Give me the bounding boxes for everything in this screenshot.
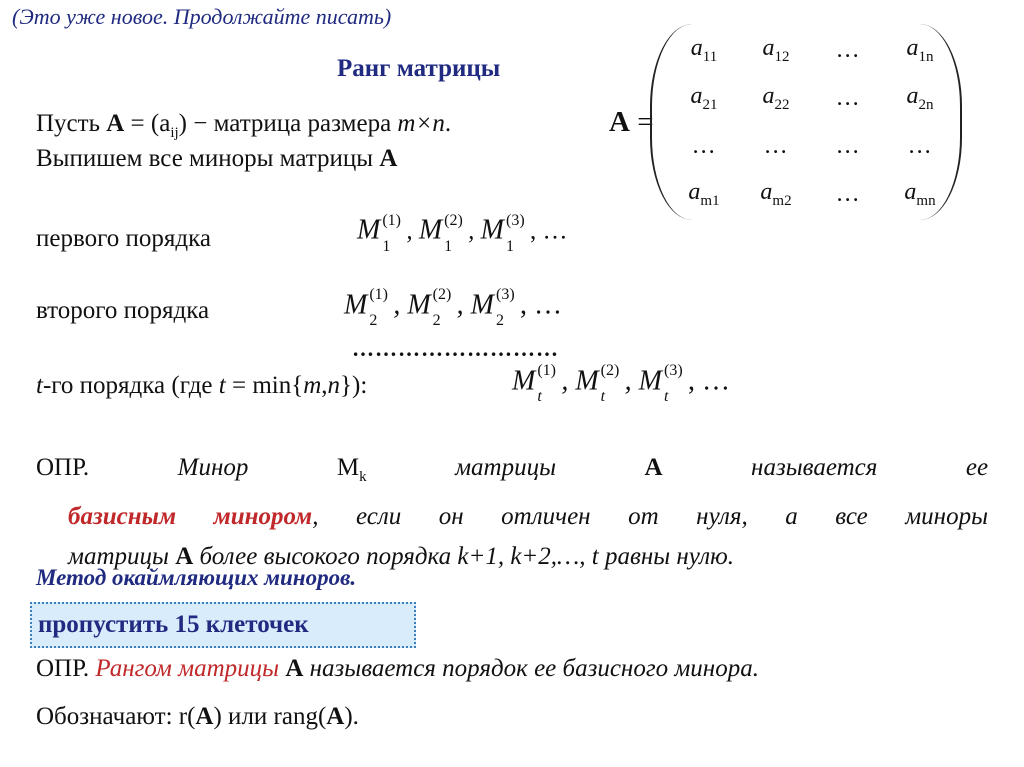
- row-first-label: первого порядка: [36, 225, 211, 252]
- intro-ij: ij: [170, 125, 179, 141]
- matrix-cell: [668, 122, 740, 170]
- row-second-label: второго порядка: [36, 297, 210, 324]
- intro-line2-A: A: [379, 145, 398, 172]
- matrix-index: 22: [774, 96, 790, 113]
- def2-rest: называется порядок ее базисного минора.: [303, 655, 759, 682]
- def1-w4: A: [644, 454, 663, 481]
- intro-text-c: ) − матрица размера: [178, 110, 398, 137]
- matrix-cell: [884, 122, 956, 170]
- minor-separator: ,: [561, 365, 576, 397]
- minor-subscript: 2: [495, 312, 504, 329]
- def2-red-term: Рангом матрицы: [95, 655, 280, 682]
- definition-rank: [36, 655, 759, 683]
- minor-ellipsis: , …: [519, 289, 562, 321]
- minor-letter: M: [638, 365, 662, 397]
- minor-subscript: t: [663, 388, 669, 405]
- skip-cells-box: пропустить 15 клеточек: [30, 602, 416, 648]
- def1-k: k: [359, 469, 367, 485]
- minor-ellipsis: , …: [687, 365, 730, 397]
- matrix-cell: [668, 26, 740, 74]
- minor-letter: M: [357, 214, 381, 246]
- minor-subscript: t: [600, 388, 606, 405]
- intro-line2-text: Выпишем все миноры матрицы: [36, 145, 380, 172]
- intro-text-b: = (a: [124, 110, 171, 137]
- matrix-entry: …: [765, 132, 787, 159]
- minor-subscript: 1: [382, 238, 391, 255]
- matrix-entry: …: [837, 180, 859, 207]
- matrix-cell: [812, 26, 884, 74]
- def1-w1: Минор: [177, 454, 249, 481]
- matrix-cell: [812, 74, 884, 122]
- matrix-entry: a: [688, 178, 701, 205]
- minor-indices: [494, 286, 520, 329]
- matrix-index: 21: [702, 96, 718, 113]
- matrix-entry: …: [837, 132, 859, 159]
- minor-subscript: 1: [505, 238, 514, 255]
- minor-separator: ,: [456, 289, 471, 321]
- intro-text-d: .: [444, 110, 452, 137]
- minor-subscript: 1: [444, 238, 453, 255]
- matrix-row: [668, 26, 956, 74]
- row-t-minors: [512, 362, 730, 405]
- matrix-entry: a: [762, 82, 775, 109]
- def1-line2: [36, 497, 988, 537]
- matrix-index: 12: [774, 48, 790, 65]
- matrix-label: [609, 106, 654, 139]
- minor-indices: [535, 362, 561, 405]
- matrix-entry: …: [909, 132, 931, 159]
- matrix-index: 1n: [918, 48, 934, 65]
- definition-basis-minor: [36, 448, 988, 577]
- matrix-entry: …: [837, 36, 859, 63]
- minor-letter: M: [512, 365, 536, 397]
- matrix-index: m1: [700, 192, 720, 209]
- oboz-c: ).: [344, 703, 359, 730]
- def2-opr: ОПР.: [36, 655, 96, 682]
- matrix-row: [668, 74, 956, 122]
- matrix-entry: a: [760, 178, 773, 205]
- intro-line-1: [36, 110, 451, 142]
- matrix-entry: …: [837, 84, 859, 111]
- minor-separator: ,: [393, 289, 408, 321]
- matrix-cell: [668, 74, 740, 122]
- matrix-cell: [884, 26, 956, 74]
- notation-line: [36, 703, 359, 731]
- matrix-index: 11: [702, 48, 718, 65]
- minor-superscript: (3): [505, 212, 525, 229]
- minor-superscript: (2): [444, 212, 463, 229]
- matrix-entry: a: [906, 82, 919, 109]
- minor-letter: M: [575, 365, 599, 397]
- minor-subscript: 2: [432, 312, 441, 329]
- row-second-minors: [344, 286, 562, 329]
- matrix-row: [668, 122, 956, 170]
- intro-text-a: Пусть: [36, 110, 107, 137]
- matrix-entry: a: [690, 34, 703, 61]
- matrix-index: mn: [916, 192, 936, 209]
- t-eq: = min{: [225, 372, 304, 399]
- t-close: }):: [340, 372, 368, 399]
- matrix-entry: a: [762, 34, 775, 61]
- minor-superscript: (3): [495, 286, 515, 303]
- minor-indices: [442, 212, 468, 255]
- oboz-a: Обозначают: r(: [36, 703, 196, 730]
- matrix-index: m2: [772, 192, 792, 209]
- oboz-A2: A: [326, 703, 345, 730]
- minor-subscript: t: [537, 388, 542, 405]
- def1-line3-a: матрицы: [68, 543, 176, 570]
- matrix-cell: [884, 170, 956, 218]
- intro-size: m×n: [397, 110, 445, 137]
- minor-separator: ,: [406, 217, 419, 245]
- t-comma: ,: [321, 372, 328, 399]
- matrix-body: [668, 26, 956, 218]
- minor-indices: [367, 286, 393, 329]
- minor-letter: M: [407, 289, 431, 321]
- minor-superscript: (3): [663, 362, 683, 379]
- instruction-note: (Это уже новое. Продолжайте писать): [12, 4, 392, 29]
- minor-indices: [662, 362, 688, 405]
- minor-letter: M: [470, 289, 494, 321]
- matrix-entry: …: [693, 132, 715, 159]
- def1-opr: ОПР.: [36, 454, 90, 481]
- matrix-cell: [668, 170, 740, 218]
- matrix-row: [668, 170, 956, 218]
- def1-line1: [36, 448, 988, 497]
- def1-M: M: [336, 454, 360, 481]
- def1-line3-rest: более высокого порядка k+1, k+2,…, t равны нулю.: [193, 543, 735, 570]
- intro-matrix-A: A: [106, 110, 125, 137]
- matrix-cell: [740, 170, 812, 218]
- minor-letter: M: [344, 289, 368, 321]
- t-m: m: [303, 372, 322, 399]
- matrix-entry: a: [904, 178, 917, 205]
- t-n: n: [327, 372, 341, 399]
- matrix-cell: [740, 26, 812, 74]
- dots-separator: ………………………: [352, 336, 559, 361]
- slide-title: Ранг матрицы: [337, 55, 501, 82]
- def1-red-term: базисным минором: [68, 503, 313, 530]
- minor-subscript: 2: [369, 312, 378, 329]
- minor-indices: [431, 286, 457, 329]
- minor-ellipsis: , …: [529, 217, 568, 245]
- matrix-equals: =: [637, 106, 654, 138]
- matrix-cell: [812, 170, 884, 218]
- minor-indices: [599, 362, 625, 405]
- minor-superscript: (2): [600, 362, 620, 379]
- t-var-2: t: [218, 372, 226, 399]
- def2-A: A: [285, 655, 304, 682]
- def1-w2: [336, 454, 367, 485]
- minor-separator: ,: [468, 217, 481, 245]
- def1-line3-A: A: [175, 543, 194, 570]
- oboz-b: ) или rang(: [213, 703, 327, 730]
- matrix-entry: a: [690, 82, 703, 109]
- oboz-A1: A: [195, 703, 214, 730]
- matrix-cell: [884, 74, 956, 122]
- matrix-cell: [740, 122, 812, 170]
- row-first-minors: [357, 212, 568, 255]
- row-t-label: [36, 372, 367, 400]
- matrix-index: 2n: [918, 96, 934, 113]
- t-var: t: [36, 372, 43, 399]
- matrix-cell: [812, 122, 884, 170]
- minor-letter: M: [480, 214, 504, 246]
- matrix-name: A: [609, 106, 630, 138]
- minor-superscript: (2): [432, 286, 452, 303]
- method-heading: Метод окаймляющих миноров.: [36, 565, 357, 590]
- intro-line-2: [36, 145, 397, 173]
- minor-superscript: (1): [382, 212, 401, 229]
- minor-indices: [380, 212, 406, 255]
- minor-indices: [504, 212, 530, 255]
- matrix-cell: [740, 74, 812, 122]
- matrix-entry: a: [906, 34, 919, 61]
- minor-letter: M: [418, 214, 443, 246]
- def1-w5: называется: [751, 454, 878, 481]
- minor-superscript: (1): [369, 286, 388, 303]
- def1-w6: ее: [965, 454, 989, 481]
- minor-superscript: (1): [537, 362, 556, 379]
- def1-w3: матрицы: [455, 454, 557, 481]
- minor-separator: ,: [624, 365, 639, 397]
- t-label-a: -го порядка (где: [42, 372, 219, 399]
- def1-line2-rest: , если он отличен от нуля, а все миноры: [312, 503, 989, 530]
